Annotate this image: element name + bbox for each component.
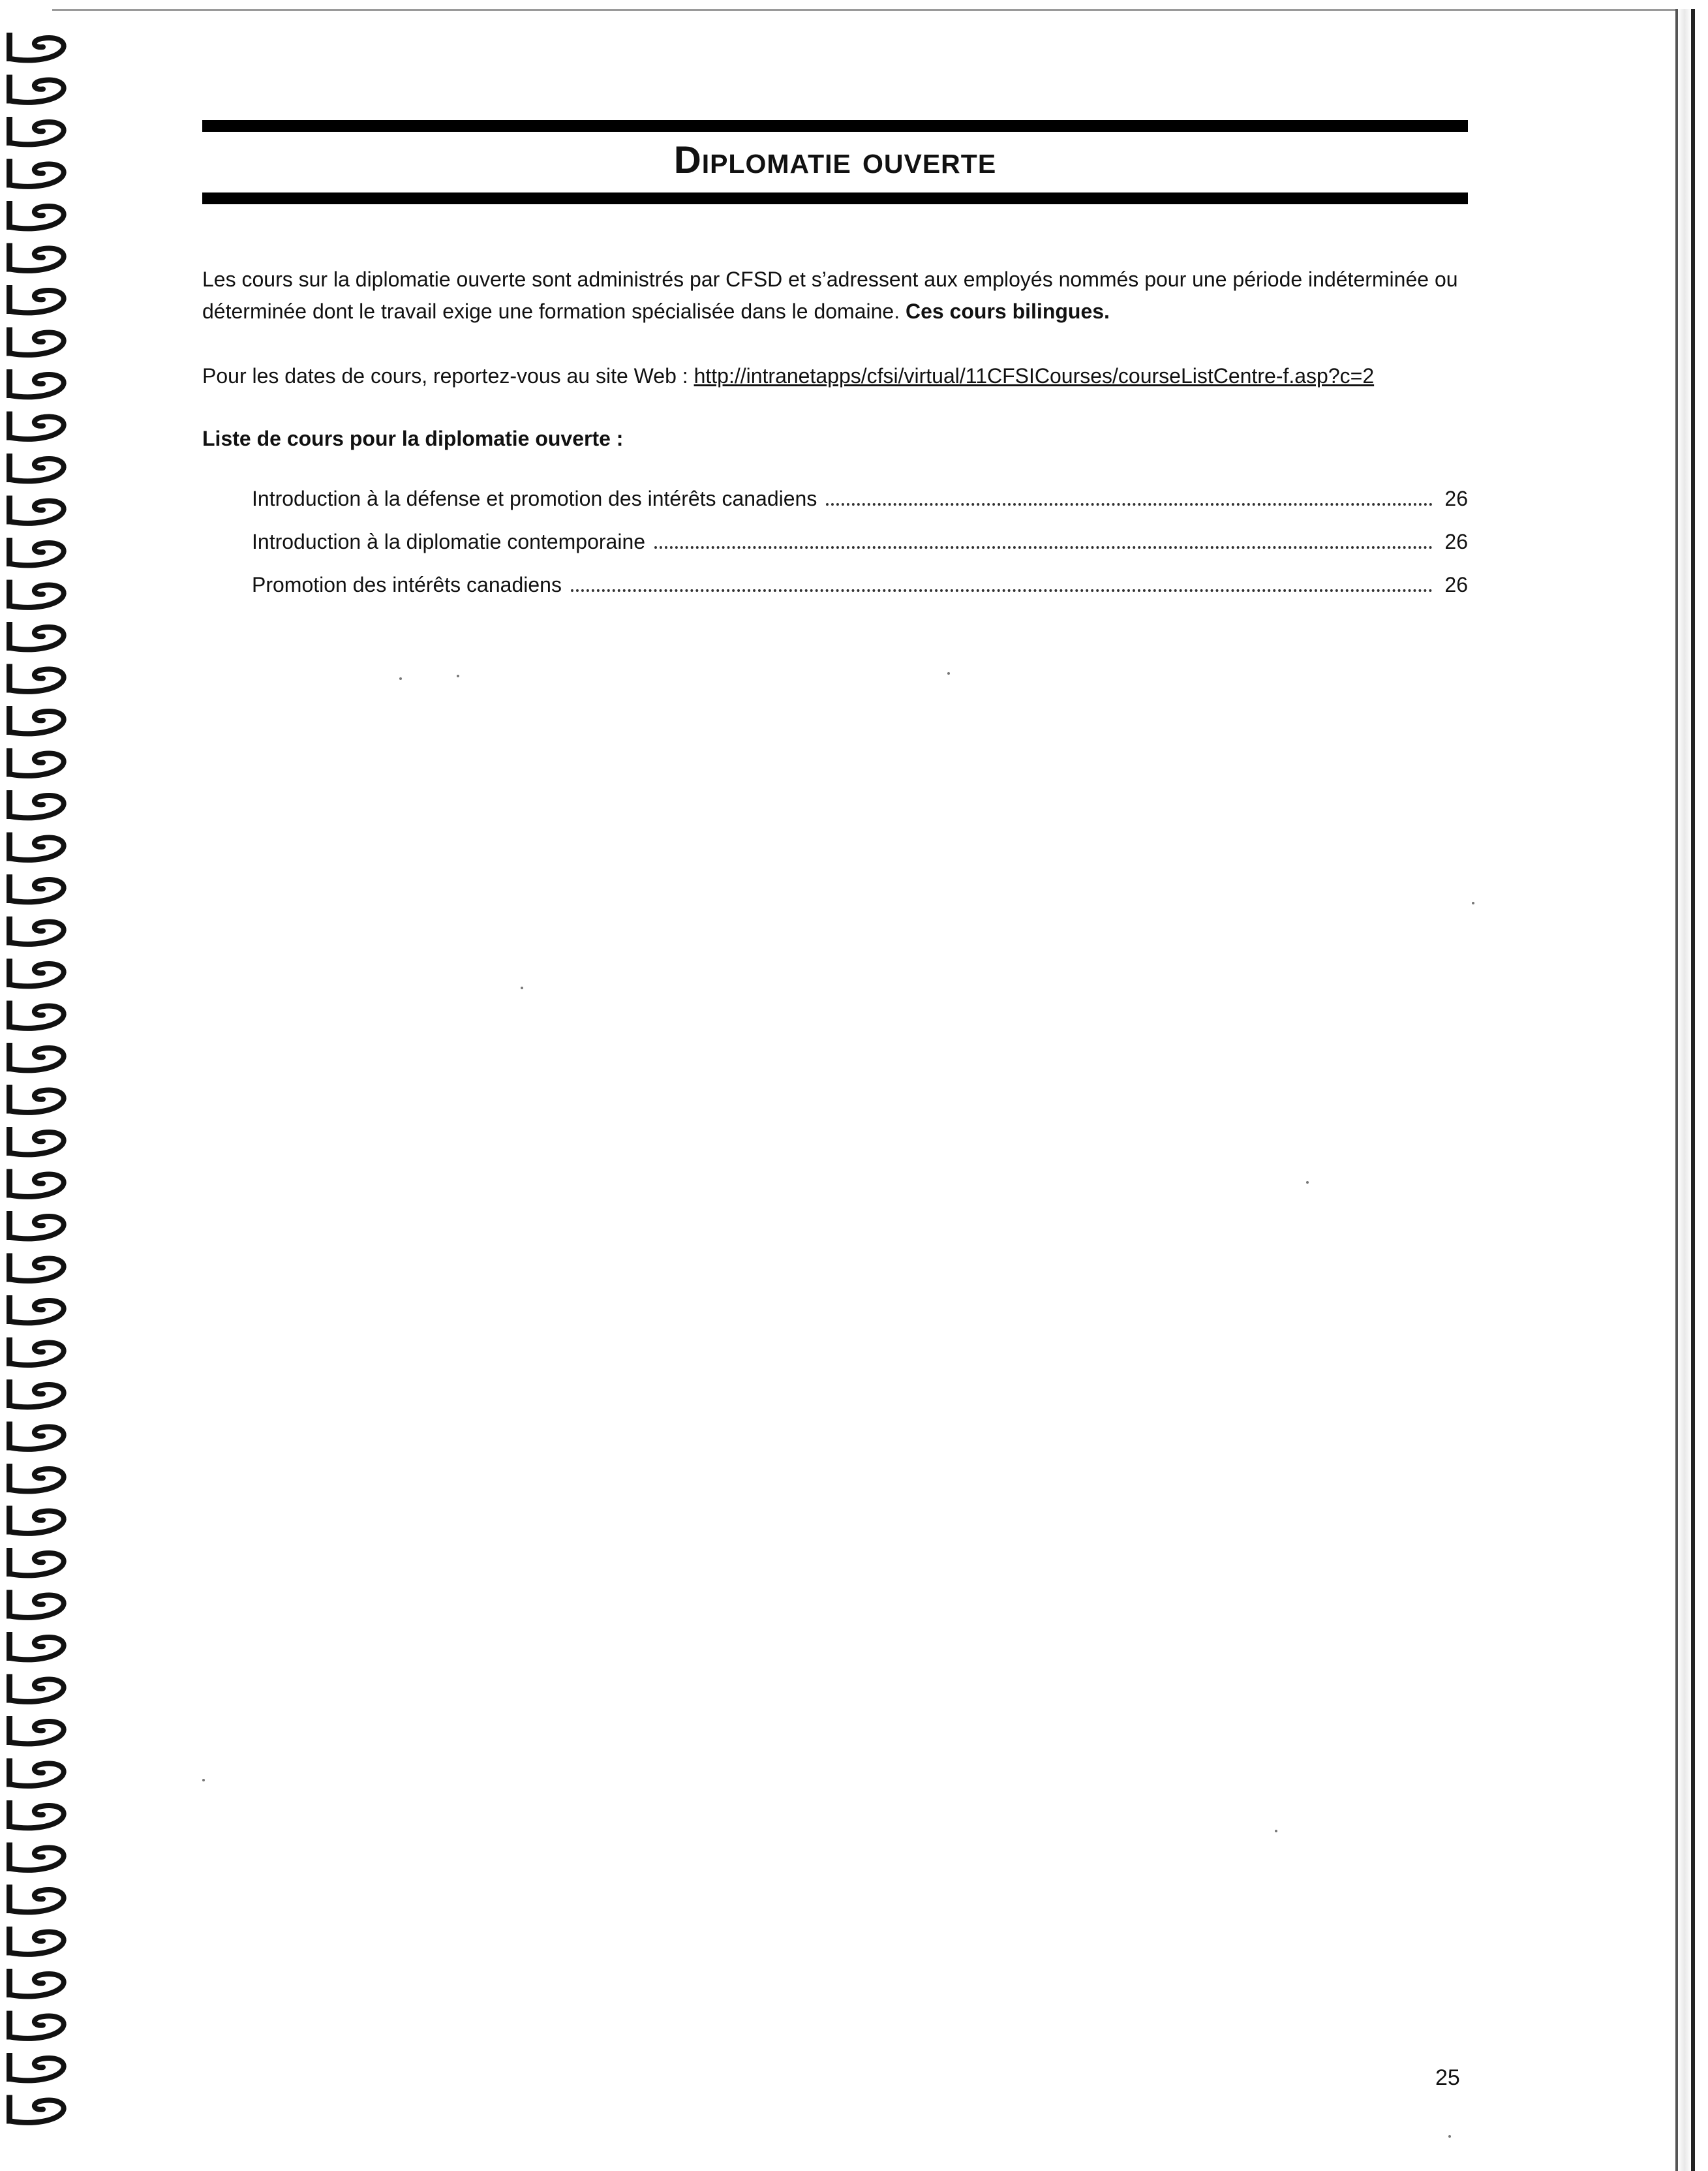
binding-coil [7, 2095, 64, 2124]
course-list-heading: Liste de cours pour la diplomatie ouverte : [202, 427, 624, 450]
binding-coil [7, 874, 64, 903]
binding-coil [7, 1127, 64, 1156]
binding-coil [7, 664, 64, 693]
spiral-binding [0, 13, 85, 2166]
binding-coil [7, 1590, 64, 1619]
page-edge-right [1675, 9, 1695, 2171]
binding-coil [7, 1843, 64, 1871]
binding-coil [7, 2011, 64, 2040]
intro-text: Les cours sur la diplomatie ouverte sont administrés par CFSD et s’adressent aux employés nommés pour une période indéterminée ou déterminée dont le travail exige une formation spécialisée dans le domaine. [202, 268, 1458, 323]
binding-coil [7, 1506, 64, 1535]
scan-speck [399, 677, 402, 680]
binding-coil [7, 1548, 64, 1577]
scan-speck [947, 672, 950, 675]
title-rule-top [202, 120, 1468, 132]
course-dates-link[interactable]: http://intranetapps/cfsi/virtual/11CFSICourses/courseListCentre-f.asp?c=2 [694, 364, 1375, 388]
binding-coil [7, 833, 64, 861]
binding-coil [7, 369, 64, 398]
dot-leader [571, 589, 1433, 592]
intro-bold-text: Ces cours bilingues. [905, 300, 1110, 323]
intro-paragraph [202, 264, 1468, 328]
course-list-item[interactable] [252, 573, 1468, 616]
course-list [252, 487, 1468, 616]
binding-coil [7, 496, 64, 525]
binding-coil [7, 790, 64, 819]
binding-coil [7, 1422, 64, 1451]
binding-coil [7, 285, 64, 314]
page-edge-top [52, 9, 1677, 11]
course-page-number: 26 [1444, 573, 1468, 596]
binding-coil [7, 1885, 64, 1913]
dot-leader [654, 546, 1433, 549]
binding-coil [7, 1716, 64, 1745]
scan-speck [1306, 1181, 1309, 1184]
binding-coil [7, 1674, 64, 1703]
binding-coil [7, 959, 64, 987]
binding-coil [7, 1800, 64, 1829]
binding-coil [7, 1379, 64, 1408]
binding-coil [7, 2053, 64, 2082]
binding-coil [7, 159, 64, 188]
binding-coil [7, 1295, 64, 1324]
course-title: Promotion des intérêts canadiens [252, 573, 562, 596]
scan-speck [1472, 902, 1474, 904]
binding-coil [7, 748, 64, 777]
binding-coil [7, 117, 64, 146]
binding-coil [7, 1338, 64, 1366]
course-page-number: 26 [1444, 487, 1468, 510]
page-title: Diplomatie ouverte [673, 139, 997, 181]
binding-coil [7, 1169, 64, 1198]
title-rule-bottom [202, 192, 1468, 204]
binding-coil [7, 1969, 64, 1997]
binding-coil [7, 580, 64, 609]
scan-speck [521, 987, 523, 989]
binding-coil [7, 1254, 64, 1282]
binding-coil [7, 1632, 64, 1661]
course-list-item[interactable] [252, 530, 1468, 573]
course-title: Introduction à la défense et promotion des intérêts canadiens [252, 487, 817, 510]
scan-speck [202, 1779, 205, 1781]
dot-leader [826, 503, 1433, 506]
binding-coil [7, 1001, 64, 1030]
dates-text: Pour les dates de cours, reportez-vous au site Web : [202, 364, 688, 388]
scan-speck [1275, 1830, 1277, 1832]
dates-paragraph [202, 360, 1468, 392]
binding-coil [7, 454, 64, 482]
binding-coil [7, 328, 64, 356]
scan-speck [457, 675, 459, 677]
course-title: Introduction à la diplomatie contemporaine [252, 530, 646, 553]
binding-coil [7, 706, 64, 735]
binding-coil [7, 1464, 64, 1492]
scan-speck [1448, 2135, 1451, 2138]
binding-coil [7, 243, 64, 272]
binding-coil [7, 1759, 64, 1787]
page-number: 25 [1435, 2065, 1460, 2090]
binding-coil [7, 1927, 64, 1956]
binding-coil [7, 201, 64, 230]
binding-coil [7, 33, 64, 61]
binding-coil [7, 412, 64, 440]
binding-coil [7, 1211, 64, 1240]
binding-coil [7, 622, 64, 651]
course-page-number: 26 [1444, 530, 1468, 553]
course-list-item[interactable] [252, 487, 1468, 530]
binding-coil [7, 75, 64, 104]
binding-coil [7, 917, 64, 946]
binding-coil [7, 1043, 64, 1071]
binding-coil [7, 538, 64, 566]
binding-coil [7, 1085, 64, 1114]
